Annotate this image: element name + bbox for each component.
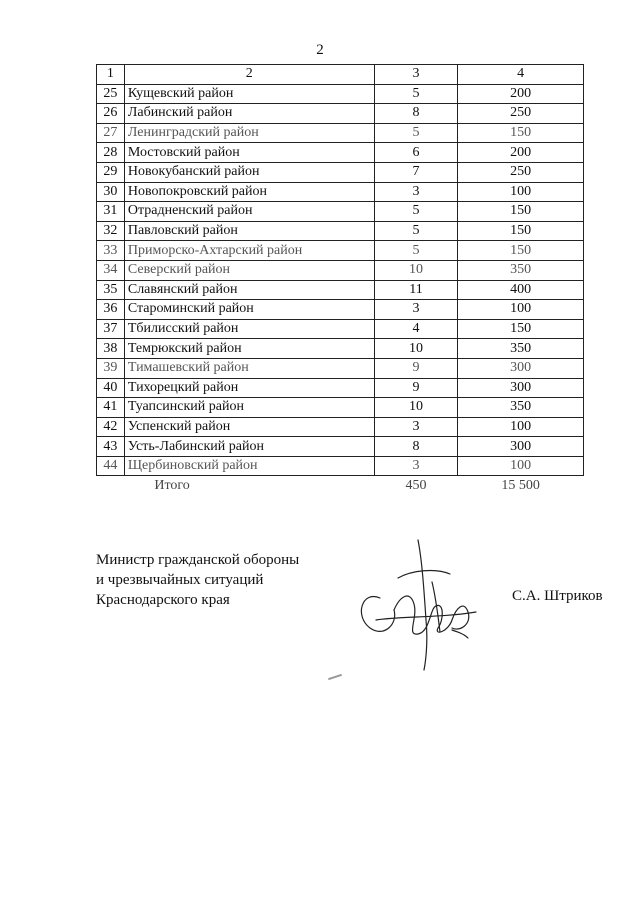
row-number-cell: 40: [97, 378, 125, 398]
district-name-cell: Отрадненский район: [124, 202, 374, 222]
handwritten-signature: [340, 520, 490, 680]
col3-cell: 5: [374, 241, 458, 261]
col4-cell: 150: [458, 202, 584, 222]
table-row: [97, 241, 584, 261]
row-number-cell: 43: [97, 437, 125, 457]
district-name-cell: Кущевский район: [124, 84, 374, 104]
row-number-cell: 31: [97, 202, 125, 222]
total-col4: 15 500: [458, 476, 584, 495]
col4-cell: 300: [458, 358, 584, 378]
row-number-cell: 39: [97, 358, 125, 378]
table-row: [97, 202, 584, 222]
col4-cell: 100: [458, 456, 584, 476]
col4-cell: 250: [458, 162, 584, 182]
signatory-title-line: Краснодарского края: [96, 592, 230, 608]
table-row: [97, 143, 584, 163]
table-row: [97, 182, 584, 202]
table-row: [97, 123, 584, 143]
col3-cell: 6: [374, 143, 458, 163]
table-row: [97, 417, 584, 437]
table-row: [97, 221, 584, 241]
col3-cell: 5: [374, 123, 458, 143]
col3-cell: 10: [374, 339, 458, 359]
col4-cell: 100: [458, 417, 584, 437]
row-number-cell: 44: [97, 456, 125, 476]
row-number-cell: 35: [97, 280, 125, 300]
row-number-cell: 41: [97, 398, 125, 418]
col3-cell: 3: [374, 456, 458, 476]
header-cell-3: 3: [374, 65, 458, 85]
col3-cell: 9: [374, 378, 458, 398]
col4-cell: 100: [458, 182, 584, 202]
col3-cell: 5: [374, 202, 458, 222]
table-row: [97, 300, 584, 320]
total-label: Итого: [154, 477, 190, 493]
table-row: [97, 358, 584, 378]
district-name-cell: Тимашевский район: [124, 358, 374, 378]
district-name-cell: Лабинский район: [124, 104, 374, 124]
district-name-cell: Староминский район: [124, 300, 374, 320]
signatory-title: [96, 550, 299, 610]
col4-cell: 150: [458, 319, 584, 339]
col4-cell: 100: [458, 300, 584, 320]
row-number-cell: 42: [97, 417, 125, 437]
district-name-cell: Павловский район: [124, 221, 374, 241]
col4-cell: 150: [458, 123, 584, 143]
row-number-cell: 29: [97, 162, 125, 182]
col3-cell: 10: [374, 260, 458, 280]
table-row: [97, 339, 584, 359]
header-cell-1: 1: [97, 65, 125, 85]
districts-table: [96, 64, 584, 495]
signatory-title-line: Министр гражданской обороны: [96, 552, 300, 568]
col3-cell: 3: [374, 300, 458, 320]
header-cell-2: 2: [124, 65, 374, 85]
col4-cell: 350: [458, 260, 584, 280]
col3-cell: 9: [374, 358, 458, 378]
district-name-cell: Северский район: [124, 260, 374, 280]
header-cell-4: 4: [458, 65, 584, 85]
total-col3: 450: [374, 476, 458, 495]
table-row: [97, 84, 584, 104]
table-row: [97, 378, 584, 398]
district-name-cell: Успенский район: [124, 417, 374, 437]
total-row: [97, 476, 584, 495]
district-name-cell: Щербиновский район: [124, 456, 374, 476]
col4-cell: 250: [458, 104, 584, 124]
row-number-cell: 26: [97, 104, 125, 124]
total-empty-cell: [97, 476, 125, 495]
table-row: [97, 280, 584, 300]
col4-cell: 200: [458, 84, 584, 104]
row-number-cell: 27: [97, 123, 125, 143]
district-name-cell: Мостовский район: [124, 143, 374, 163]
col3-cell: 11: [374, 280, 458, 300]
col3-cell: 5: [374, 84, 458, 104]
row-number-cell: 32: [97, 221, 125, 241]
col4-cell: 350: [458, 339, 584, 359]
district-name-cell: Тихорецкий район: [124, 378, 374, 398]
col3-cell: 7: [374, 162, 458, 182]
district-name-cell: Ленинградский район: [124, 123, 374, 143]
row-number-cell: 38: [97, 339, 125, 359]
district-name-cell: Приморско-Ахтарский район: [124, 241, 374, 261]
table-row: [97, 437, 584, 457]
row-number-cell: 25: [97, 84, 125, 104]
col4-cell: 200: [458, 143, 584, 163]
col3-cell: 5: [374, 221, 458, 241]
row-number-cell: 30: [97, 182, 125, 202]
col4-cell: 400: [458, 280, 584, 300]
table-row: [97, 456, 584, 476]
row-number-cell: 34: [97, 260, 125, 280]
row-number-cell: 36: [97, 300, 125, 320]
table-row: [97, 398, 584, 418]
district-name-cell: Усть-Лабинский район: [124, 437, 374, 457]
district-name-cell: Тбилисский район: [124, 319, 374, 339]
signatory-title-line: и чрезвычайных ситуаций: [96, 572, 264, 588]
row-number-cell: 37: [97, 319, 125, 339]
page-number: 2: [316, 42, 324, 58]
district-name-cell: Новокубанский район: [124, 162, 374, 182]
col4-cell: 150: [458, 221, 584, 241]
district-name-cell: Темрюкский район: [124, 339, 374, 359]
col4-cell: 350: [458, 398, 584, 418]
row-number-cell: 28: [97, 143, 125, 163]
table-row: [97, 260, 584, 280]
district-name-cell: Туапсинский район: [124, 398, 374, 418]
col4-cell: 300: [458, 378, 584, 398]
col3-cell: 3: [374, 417, 458, 437]
col3-cell: 8: [374, 104, 458, 124]
district-name-cell: Новопокровский район: [124, 182, 374, 202]
col4-cell: 300: [458, 437, 584, 457]
col3-cell: 8: [374, 437, 458, 457]
col3-cell: 10: [374, 398, 458, 418]
col4-cell: 150: [458, 241, 584, 261]
col3-cell: 3: [374, 182, 458, 202]
col3-cell: 4: [374, 319, 458, 339]
signer-name: С.А. Штриков: [512, 588, 603, 604]
row-number-cell: 33: [97, 241, 125, 261]
table-row: [97, 104, 584, 124]
table-row: [97, 162, 584, 182]
table-header-row: [97, 65, 584, 85]
district-name-cell: Славянский район: [124, 280, 374, 300]
table-row: [97, 319, 584, 339]
